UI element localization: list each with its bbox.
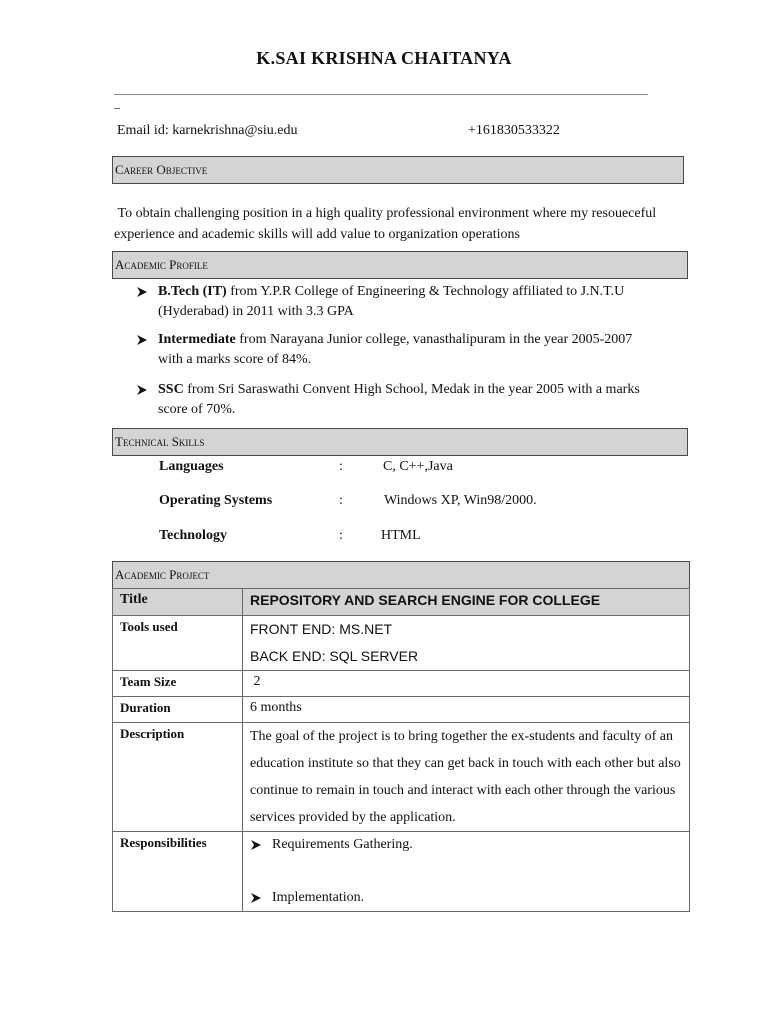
- team-size-label: Team Size: [113, 671, 243, 697]
- arrow-bullet-icon: [136, 380, 152, 403]
- phone-number: +161830533322: [468, 123, 560, 138]
- title-label: Title: [113, 589, 243, 616]
- duration-value: 6 months: [243, 697, 690, 723]
- tools-label: Tools used: [113, 616, 243, 671]
- skill-value: HTML: [381, 528, 421, 543]
- header-divider: [114, 94, 648, 95]
- skill-label: Operating Systems: [159, 493, 273, 508]
- duration-label: Duration: [113, 697, 243, 723]
- career-objective-heading: Career Objective: [112, 156, 684, 184]
- candidate-name: K.SAI KRISHNA CHAITANYA: [256, 48, 512, 68]
- description-label: Description: [113, 723, 243, 832]
- academic-project-heading: Academic Project: [112, 561, 690, 589]
- table-row: [113, 589, 690, 616]
- responsibilities-label: Responsibilities: [113, 832, 243, 912]
- skill-colon: :: [339, 459, 343, 474]
- header-dash: –: [114, 100, 120, 114]
- career-objective-text: To obtain challenging position in a high quality professional environment where my resoueceful experience and academic skills will add value to organization operations: [114, 206, 657, 242]
- arrow-bullet-icon: [136, 282, 152, 305]
- skill-label: Technology: [159, 528, 227, 543]
- description-value: The goal of the project is to bring together the ex-students and faculty of an education institute so that they can get back in touch with each other but also continue to remain in touch and interact with each other through the various services provided by the application.: [243, 723, 690, 832]
- title-value: REPOSITORY AND SEARCH ENGINE FOR COLLEGE: [243, 589, 690, 616]
- skill-colon: :: [339, 493, 343, 508]
- arrow-bullet-icon: [250, 888, 266, 911]
- arrow-bullet-icon: [250, 835, 266, 858]
- tools-back-end: BACK END: SQL SERVER: [250, 648, 419, 664]
- table-row: [113, 671, 690, 697]
- technical-skills-heading: Technical Skills: [112, 428, 688, 456]
- skill-value: Windows XP, Win98/2000.: [384, 493, 537, 508]
- table-row: [113, 832, 690, 912]
- tools-front-end: FRONT END: MS.NET: [250, 621, 393, 637]
- skill-colon: :: [339, 528, 343, 543]
- table-row: [113, 697, 690, 723]
- arrow-bullet-icon: [136, 330, 152, 353]
- project-table: [112, 588, 690, 912]
- academic-profile-heading: Academic Profile: [112, 251, 688, 279]
- email-line: Email id: karnekrishna@siu.edu: [117, 123, 298, 138]
- team-size-value: 2: [243, 671, 690, 697]
- table-row: [113, 723, 690, 832]
- responsibility-item: Implementation.: [250, 888, 683, 908]
- skill-label: Languages: [159, 459, 224, 474]
- skill-value: C, C++,Java: [383, 459, 453, 474]
- responsibility-item: Requirements Gathering.: [250, 835, 683, 855]
- table-row: [113, 616, 690, 671]
